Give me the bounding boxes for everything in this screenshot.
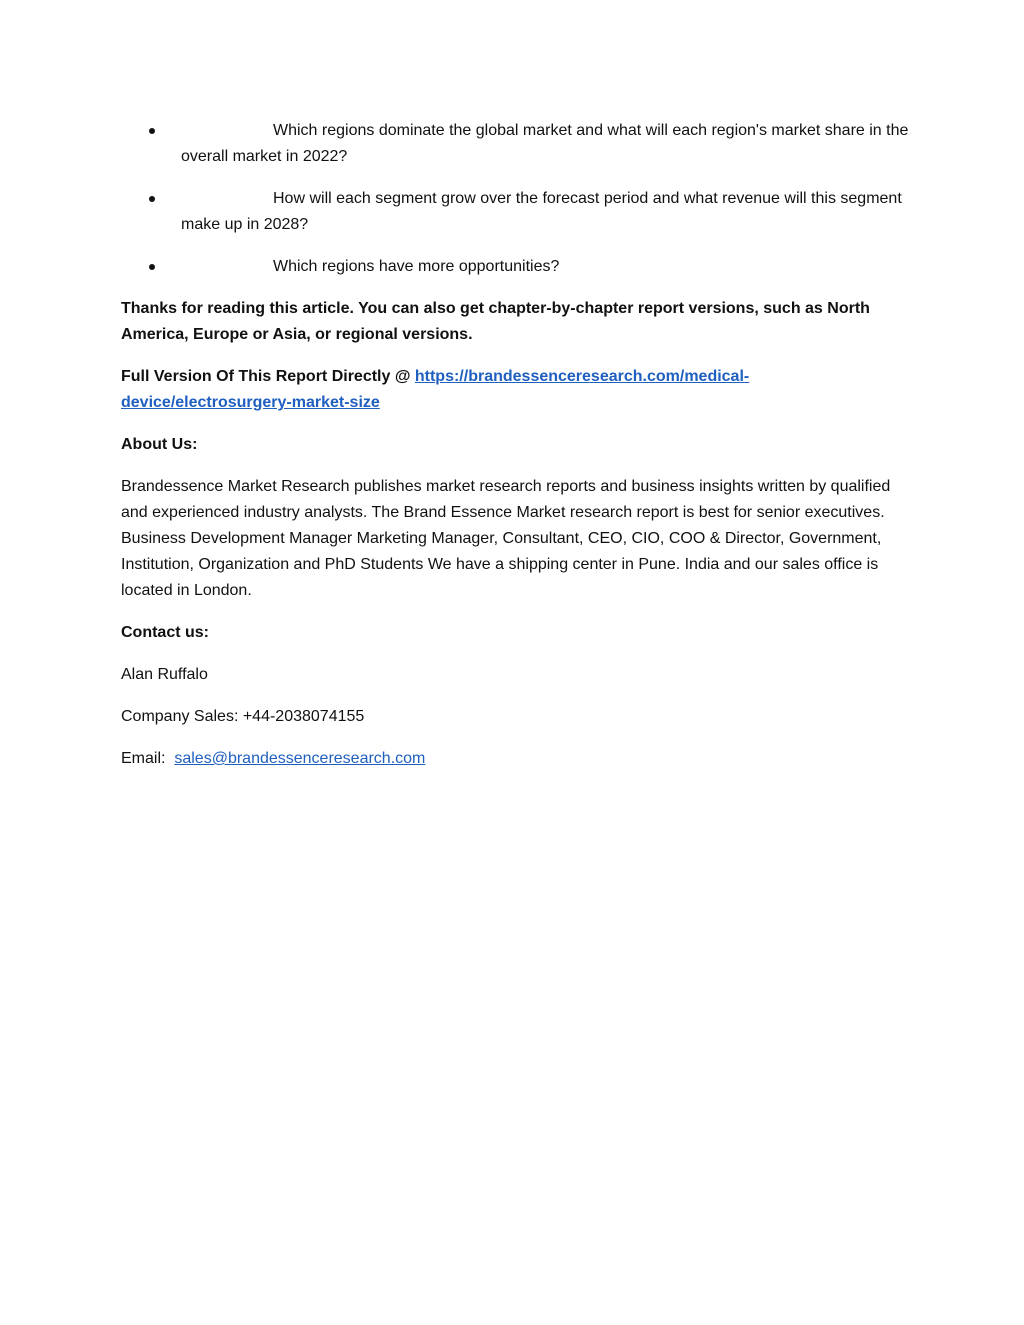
bullet-icon xyxy=(149,264,155,270)
bullet-icon xyxy=(149,128,155,134)
about-heading: About Us: xyxy=(121,436,198,453)
thanks-paragraph: Thanks for reading this article. You can also get chapter-by-chapter report versions, such as North America, Europe or Asia, or regional versions. xyxy=(121,300,870,343)
list-item xyxy=(121,186,911,238)
list-item-text: How will each segment grow over the forecast period and what revenue will this segment make up in 2028? xyxy=(181,190,902,233)
questions-list xyxy=(121,118,911,280)
list-item-text: Which regions dominate the global market and what will each region's market share in the overall market in 2022? xyxy=(181,122,909,165)
full-version-paragraph xyxy=(121,364,911,416)
email-label: Email: xyxy=(121,750,175,767)
report-link[interactable]: https://brandessenceresearch.com/medical-device/electrosurgery-market-size xyxy=(121,368,750,411)
list-item-text: Which regions have more opportunities? xyxy=(273,258,560,275)
full-version-label: Full Version Of This Report Directly @ xyxy=(121,368,415,385)
contact-name: Alan Ruffalo xyxy=(121,666,208,683)
contact-heading: Contact us: xyxy=(121,624,209,641)
list-item xyxy=(121,254,911,280)
list-item xyxy=(121,118,911,170)
email-link[interactable]: sales@brandessenceresearch.com xyxy=(174,750,426,767)
company-sales: Company Sales: +44-2038074155 xyxy=(121,708,365,725)
bullet-icon xyxy=(149,196,155,202)
document-content xyxy=(121,118,911,788)
about-body: Brandessence Market Research publishes market research reports and business insights written by qualified and experienced industry analysts. The Brand Essence Market research report is best for senior executives. Business Development Manager Marketing Manager, Consultant, CEO, CIO, COO & Director, Government, Institution, Organization and PhD Students We have a shipping center in Pune. India and our sales office is located in London. xyxy=(121,478,891,599)
email-line xyxy=(121,746,911,772)
